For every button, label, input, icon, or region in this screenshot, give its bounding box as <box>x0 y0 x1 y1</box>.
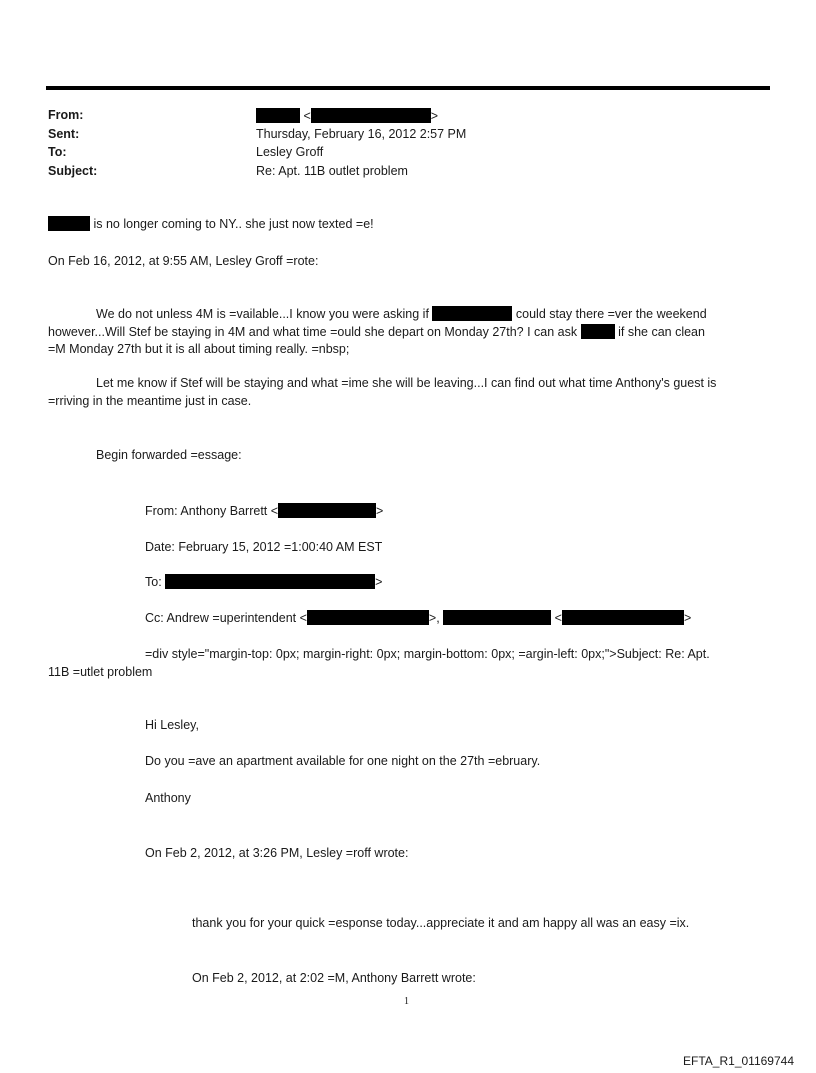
fwd-from <box>145 503 383 518</box>
from-value <box>256 108 438 123</box>
signature: Anthony <box>145 791 191 805</box>
body-text: < <box>554 611 562 625</box>
page-number: 1 <box>404 996 409 1007</box>
redaction-box <box>278 503 376 518</box>
redaction-box <box>256 108 300 123</box>
fwd-to <box>145 574 382 589</box>
from-gt: > <box>430 109 439 123</box>
from-label: From: <box>48 108 84 122</box>
body-text: To: <box>145 575 162 589</box>
question: Do you =ave an apartment available for one night on the 27th =ebruary. <box>145 754 541 768</box>
quote-header-2: On Feb 2, 2012, at 3:26 PM, Lesley =roff wrote: <box>145 846 409 860</box>
body-text: >, <box>428 611 440 625</box>
body-line-1 <box>48 216 374 231</box>
para2-line-b: =rriving in the meantime just in case. <box>48 394 252 408</box>
fwd-div-line-2: 11B =utlet problem <box>48 665 153 679</box>
to-label: To: <box>48 145 67 159</box>
redaction-box <box>48 216 90 231</box>
sent-label: Sent: <box>48 127 80 141</box>
para2-line-a: Let me know if Stef will be staying and what =ime she will be leaving...I can find out what time Anthony's guest is <box>96 376 717 390</box>
redaction-box <box>311 108 431 123</box>
document-id: EFTA_R1_01169744 <box>683 1054 794 1068</box>
fwd-cc <box>145 610 691 625</box>
body-text: > <box>683 611 692 625</box>
body-text: From: Anthony Barrett < <box>145 504 279 518</box>
subject-value: Re: Apt. 11B outlet problem <box>256 164 408 178</box>
body-line-2: On Feb 16, 2012, at 9:55 AM, Lesley Groff =rote: <box>48 254 319 268</box>
redaction-box <box>562 610 684 625</box>
body-text: could stay there =ver the weekend <box>515 307 707 321</box>
redaction-box <box>307 610 429 625</box>
header-rule <box>46 86 770 90</box>
body-text: We do not unless 4M is =vailable...I know you were asking if <box>96 307 429 321</box>
to-value: Lesley Groff <box>256 145 324 159</box>
sent-value: Thursday, February 16, 2012 2:57 PM <box>256 127 467 141</box>
para1-line-a <box>96 306 707 321</box>
fwd-div-line: =div style="margin-top: 0px; margin-right: 0px; margin-bottom: 0px; =argin-left: 0px;">Subject: Re: Apt. <box>145 647 710 661</box>
redaction-box <box>443 610 551 625</box>
redaction-box <box>165 574 375 589</box>
body-text: however...Will Stef be staying in 4M and what time =ould she depart on Monday 27th? I can ask <box>48 325 578 339</box>
forward-heading: Begin forwarded =essage: <box>96 448 242 462</box>
body-text: Cc: Andrew =uperintendent < <box>145 611 307 625</box>
redaction-box <box>581 324 615 339</box>
from-lt: < <box>303 109 311 123</box>
quote-header-3: On Feb 2, 2012, at 2:02 =M, Anthony Barrett wrote: <box>192 971 476 985</box>
thanks-line: thank you for your quick =esponse today...appreciate it and am happy all was an easy =ix. <box>192 916 690 930</box>
para1-line-b <box>48 324 705 339</box>
body-text: > <box>376 504 384 518</box>
body-text: > <box>375 575 383 589</box>
para1-line-c: =M Monday 27th but it is all about timing really. =nbsp; <box>48 342 350 356</box>
greeting: Hi Lesley, <box>145 718 199 732</box>
body-text: is no longer coming to NY.. she just now texted =e! <box>93 217 374 231</box>
redaction-box <box>432 306 512 321</box>
body-text: if she can clean <box>618 325 705 339</box>
fwd-date: Date: February 15, 2012 =1:00:40 AM EST <box>145 540 383 554</box>
subject-label: Subject: <box>48 164 98 178</box>
